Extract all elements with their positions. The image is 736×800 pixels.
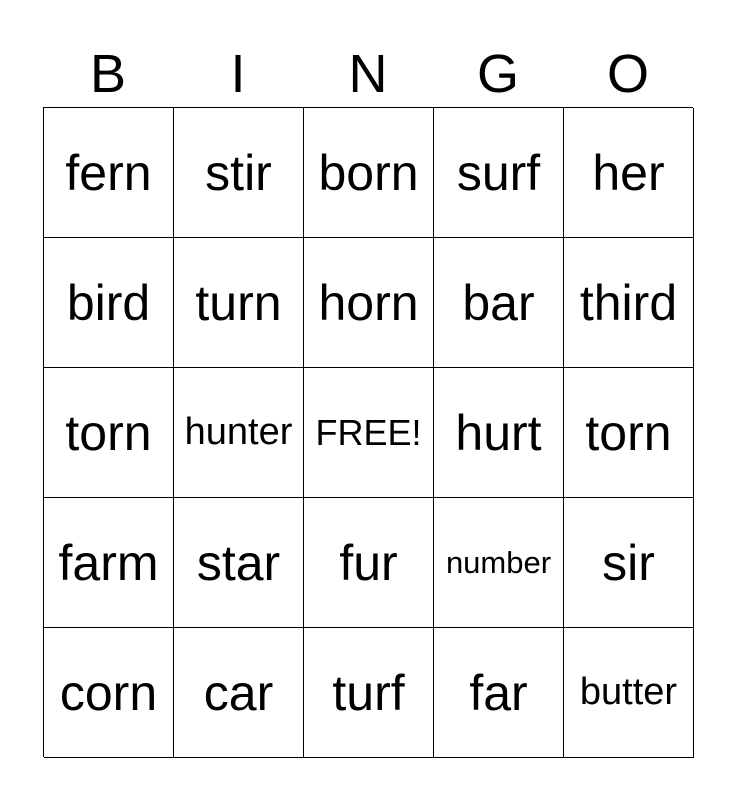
header-letter-g: G <box>476 44 519 104</box>
bingo-cell: star <box>174 498 304 628</box>
bingo-cell: born <box>304 108 434 238</box>
header-letter-n: N <box>348 44 388 104</box>
bingo-cell: sir <box>564 498 694 628</box>
bingo-cell: farm <box>44 498 174 628</box>
bingo-card-grid <box>43 107 693 757</box>
bingo-cell: hunter <box>174 368 304 498</box>
bingo-cell: torn <box>44 368 174 498</box>
bingo-cell: hurt <box>434 368 564 498</box>
bingo-cell: surf <box>434 108 564 238</box>
bingo-cell: far <box>434 628 564 758</box>
bingo-cell: turf <box>304 628 434 758</box>
bingo-cell: bird <box>44 238 174 368</box>
bingo-cell: car <box>174 628 304 758</box>
bingo-cell: bar <box>434 238 564 368</box>
bingo-cell: number <box>434 498 564 628</box>
bingo-cell: butter <box>564 628 694 758</box>
bingo-cell: torn <box>564 368 694 498</box>
bingo-cell: fur <box>304 498 434 628</box>
bingo-cell: her <box>564 108 694 238</box>
bingo-header <box>43 40 693 108</box>
header-letter-b: B <box>89 44 127 104</box>
bingo-cell: corn <box>44 628 174 758</box>
bingo-cell: turn <box>174 238 304 368</box>
header-letter-i: I <box>230 44 246 104</box>
bingo-cell: third <box>564 238 694 368</box>
free-space-cell: FREE! <box>304 368 434 498</box>
bingo-cell: horn <box>304 238 434 368</box>
bingo-cell: stir <box>174 108 304 238</box>
header-letter-o: O <box>606 44 649 104</box>
bingo-cell: fern <box>44 108 174 238</box>
